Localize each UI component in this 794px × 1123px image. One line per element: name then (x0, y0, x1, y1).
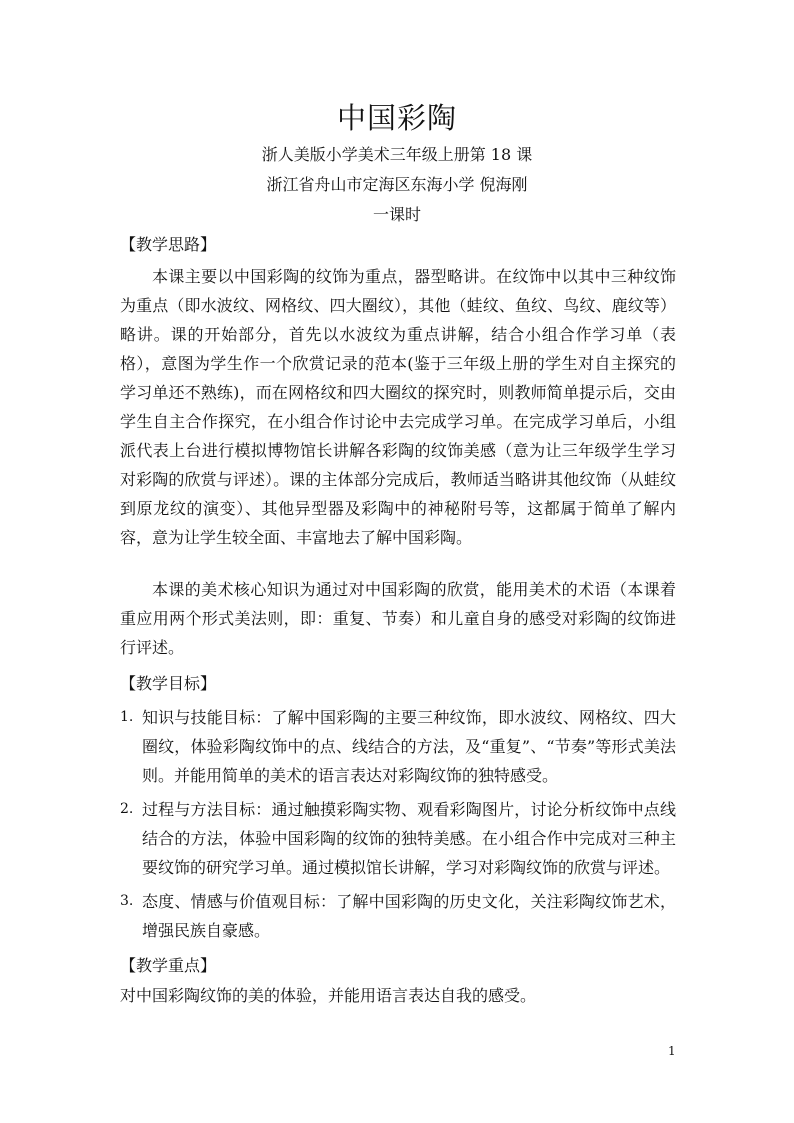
paragraph-text: 本课的美术核心知识为通过对中国彩陶的欣赏，能用美术的术语（本课着重应用两个形式美法则，即：重复、节奏）和儿童自身的感受对彩陶的纹饰进行评述。 (120, 580, 676, 657)
goal-number: 3. (120, 893, 134, 909)
paragraph-text: 本课主要以中国彩陶的纹饰为重点，器型略讲。在纹饰中以其中三种纹饰为重点（即水波纹、网格纹、四大圈纹），其他（蛙纹、鱼纹、鸟纹、鹿纹等）略讲。课的开始部分，首先以水波纹为重点讲解，结合小组合作学习单（表格），意图为学生作一个欣赏记录的范本(鉴于三年级上册的学生对自主探究的学习单还不熟练)，而在网格纹和四大圈纹的探究时，则教师简单提示后，交由学生自主合作探究，在小组合作讨论中去完成学习单。在完成学习单后，小组派代表上台进行模拟博物馆长讲解各彩陶的纹饰美感（意为让三年级学生学习对彩陶的欣赏与评述）。课的主体部分完成后，教师适当略讲其他纹饰（从蛙纹到原龙纹的演变）、其他异型器及彩陶中的神秘附号等，这都属于简单了解内容，意为让学生较全面、丰富地去了解中国彩陶。 (120, 267, 676, 547)
section-heading-thinking: 【教学思路】 (120, 235, 217, 254)
page-number: 1 (668, 1044, 676, 1058)
class-period: 一课时 (372, 205, 421, 224)
thinking-paragraph-1 (120, 262, 676, 552)
goal-number: 1. (120, 709, 134, 725)
focus-text: 对中国彩陶纹饰的美的体验，并能用语言表达自我的感受。 (120, 986, 537, 1005)
section-heading-goals: 【教学目标】 (120, 674, 217, 693)
goal-item-2 (120, 795, 676, 882)
goal-item-1 (120, 703, 676, 790)
goal-text: 知识与技能目标：了解中国彩陶的主要三种纹饰，即水波纹、网格纹、四大圈纹，体验彩陶纹饰中的点、线结合的方法，及“重复”、“节奏”等形式美法则。并能用简单的美术的语言表达对彩陶纹饰的独特感受。 (142, 708, 676, 785)
document-title: 中国彩陶 (336, 101, 457, 135)
author-line: 浙江省舟山市定海区东海小学 倪海刚 (266, 175, 528, 194)
goal-text: 态度、情感与价值观目标：了解中国彩陶的历史文化，关注彩陶纹饰艺术，增强民族自豪感。 (142, 892, 676, 940)
course-subtitle: 浙人美版小学美术三年级上册第 18 课 (261, 145, 533, 164)
section-heading-focus: 【教学重点】 (120, 956, 217, 975)
goal-item-3 (120, 887, 676, 945)
goal-text: 过程与方法目标：通过触摸彩陶实物、观看彩陶图片，讨论分析纹饰中点线结合的方法，体验中国彩陶的纹饰的独特美感。在小组合作中完成对三种主要纹饰的研究学习单。通过模拟馆长讲解，学习对彩陶纹饰的欣赏与评述。 (142, 800, 676, 877)
thinking-paragraph-2 (120, 575, 676, 662)
goal-number: 2. (120, 801, 134, 817)
